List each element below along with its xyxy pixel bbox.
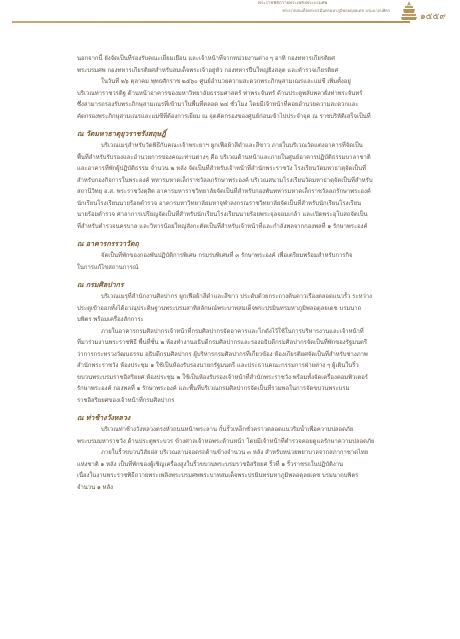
text-line: จำนวน ๑ หลัง [77, 484, 113, 491]
royal-crown-emblem-icon [398, 0, 420, 22]
text-line: สำนักพระราชวัง ห้องประชุม ๑ ใช้เป็นห้องรับรองนายกรัฐมนตรี และประธานคณะกรรมการฝ่ายต่าง ๆ ผู้เดินในริ้ว [77, 363, 359, 369]
text-line: เนื่องในงานพระราชพิธีถวายพระเพลิงพระบรมศพพระบาทสมเด็จพระปรมินทรมหาภูมิพลอดุลยเดช บรมนาถบพิตร [77, 473, 359, 479]
section-heading: ณ วัดมหาธาตุยุวราชรังสฤษฎิ์ [77, 130, 166, 138]
text-line: บพิตร พร้อมเครื่องสักการะ [77, 317, 144, 323]
paragraph [77, 54, 413, 77]
text-line: สำหรับกองกิจการในพระองค์ ทหารมหาดเล็กราชวัลลภรักษาพระองค์ บริเวณสนามโรงเรียนวัดมหาธาตุจัดเป็นที่สำหรับ [77, 177, 373, 184]
header-title-line2: พระบาทสมเด็จพระปรมินทรมหาภูมิพลอดุลยเดช บรมนาถบพิตร [282, 8, 390, 13]
text-line: บริเวณเมรุสำหรับวัดพิธีกับคณะเจ้าพระยาฯ ผูกเฟือผ้าสีดำและสีขาว ภายในบริเวณวัดแต่งอาคารที่จัดเป็น [101, 143, 363, 149]
page-number: ๑๕๕๙ [420, 12, 446, 22]
header-title-line1: พระราชพิธีถวายพระเพลิงพระบรมศพ [258, 1, 328, 6]
text-line: ภายในริ้วขบวนวิสัยอ่ส บริเวณลานจอดรถด้านข้างจำนวน ๓ หลัง สำหรับหน่วยพยาบาลจากสภากาชาดไทย [101, 450, 369, 456]
text-line: ภายในอาคารกรมศิลปากรเจ้าหน้าที่กรมศิลปากรจัดอาคารและโกดังไว้ใช้ในการบริหารงานและเจ้าหน้าที่ [101, 328, 364, 335]
section-paragraph [77, 292, 413, 407]
text-line: นายร้อยตำรวจ ศาลาการเปรียญจัดเป็นที่สำหรับนักเรียนโรงเรียนนายร้อยพระจุลจอมเกล้า และเปิดพระอุโบสถจัดเป็น [77, 212, 368, 218]
text-line: สถานีวิทยุ อ.ส. พระราชวังดุสิต อาคารมหาราชวิทยาลัยจัดเป็นที่สำหรับกองพันทหารมหาดเล็กราชวัลลภรักษาพระองค์ [77, 189, 371, 195]
text-line: นักเรียนโรงเรียนนายร้อยตำรวจ อาคารมหาวิทยาลัยมหาจุฬาลงกรณราชวิทยาลัยจัดเป็นที่สำหรับนักเรียนโรงเรียน [77, 200, 362, 207]
text-line: และอาคารที่พักผู้ปฏิบัติธรรม จำนวน ๒ หลัง จัดเป็นที่สำหรับเจ้าหน้าที่สำนักพระราชวัง โรงเรียนวัดมหาธาตุจัดเป็นที่ [77, 166, 367, 172]
text-line: บริเวณท่าช้างวังหลวงตรงหัวถนนหน้าพระลาน กั้นรั้วเหล็กชั่วคราวตลอดแนวริมน้ำเพื่อความปลอดภัย [101, 427, 354, 433]
header-rule [12, 21, 410, 23]
section-heading: ณ อาคารกรรวาวัดฤ [77, 240, 139, 248]
text-line: พื้นที่สำหรับรับรองและอำนวยการของคณะท่านต่างๆ คือ บริเวณด้านหน้าและภายในศูนย์อาคารปฏิบัติธรรมบาลาชาติ [77, 154, 371, 161]
text-line: ประตูเข้าออกทั้งได้อาณุประดิษฐานพระบรมสาทิสลักษณ์พระบาทสมเด็จพระปรมินทรมหาภูมิพลอดุลยเดช บรมนาถ [77, 305, 362, 312]
text-line: ว่าการกระทรวงวัฒนธรรม อธิบดีกรมศิลปากร ผู้บริหารกรมศิลปากรที่เกี่ยวข้อง ห้องเกียรติยศจัดเป็นที่สำหรับช่างภาพ [77, 351, 368, 358]
section-paragraph [77, 141, 413, 233]
text-line: แห่งชาติ ๑ หลัง เป็นที่พักของผู้เชิญเครื่องสูงในริ้วขบวนพระบรมราชอิสริยยศ ริ้วที่ ๑ ริ้วราชรถในปฏิบัติงาน [77, 461, 344, 468]
text-line: คัดกรองพระภิกษุสามเณรและแม่ชีที่ต้องการเยี่ยม ณ จุดคัดกรองของศูนย์ก่อนเข้าไปประจำจุด ณ ราชบริหัติเสร็จเป็นที่ [77, 113, 371, 120]
text-line: บริเวณท่าราชวรดิฐ ด้านหน้าอาคารของมหาวิทยาลัยธรรมศาสตร์ ท่าพระจันทร์ ด้านประตูพลับพลาฝั่งท่าพระจันทร์ [77, 90, 363, 97]
text-line: นอกจากนี้ ยังจัดเป็นที่รองรับคณะเยี่ยมเยือน และเจ้าหน้าที่จากหน่วยงานต่าง ๆ อาทิ กองทหารเกียรติยศ [77, 56, 335, 62]
text-line: ราชอิสริยยศของเจ้าหน้าที่กรมศิลปากร [77, 397, 175, 404]
section-paragraph [77, 425, 413, 494]
text-line: บริเวณเมรุที่สำนักงานศิลปากร ผูกเฟือผ้าสีดำและสีขาว ประดับด้วยกระถางต้นดาวเรืองตลอดแนวรั้ว ระหว่าง [101, 294, 372, 300]
page-header [0, 0, 460, 30]
paragraph [77, 77, 413, 123]
text-line: จัดเป็นที่พักของกองพันปฏิบัติการพิเศษ กรมรบพิเศษที่ ๓ รักษาพระองค์ เพื่อเตรียมพร้อมสำหรับการกิจ [101, 253, 353, 259]
text-line: ขบวนพระบรมราชอิสริยยศ ห้องประชุม ๒ ใช้เป็นห้องรับรองเจ้าหน้าที่สำนักพระราชวัง พร้อมทั้งจัดเครื่องคอมพิวเตอร์ [77, 374, 368, 381]
text-line: ในวันที่ ๒๖ ตุลาคม พุทธศักราช ๒๕๖๐ ศูนย์อำนวยความสะดวกพระภิกษุสามเณรและแม่ชี เพิ่มตั้งอยู่ [101, 79, 351, 85]
text-line: ซึ่งสามารถรองรับพระภิกษุสามเณรที่เข้ามาในพื้นที่ตลอด ๒๔ ชั่วโมง โดยมีเจ้าหน้าที่คอยอำนวยความสะดวกและ [77, 102, 359, 108]
section-heading: ณ ท่าช้างวังหลวง [77, 414, 131, 422]
text-line: รักษาพระองค์ กองพลที่ ๑ รักษาพระองค์ และพื้นที่บริเวณกรมศิลปากรจัดเป็นที่รวมพลในการจัดขบวนพระบรม [77, 386, 350, 392]
text-line: ในการแก้ไขสถานการณ์ [77, 264, 139, 271]
text-line: ที่มาร่วมงานพระราชพิธี พื้นที่ชั้น ๒ ห้องทำงานอธิบดีกรมศิลปากรและรองอธิบดีกรมศิลปากรจัดเป็นที่พักของรัฐมนตรี [77, 340, 367, 346]
section-paragraph [77, 251, 413, 274]
text-line: ที่สำหรับตำรวจนครบาล และวิหารน้อยใหญ่สังกะตัดเป็นที่สำหรับเจ้าหน้าที่และกำลังพลจากกองพลที่ ๑ รักษาพระองค์ [77, 223, 368, 230]
document-body [77, 54, 413, 494]
section-heading: ณ กรมศิลปากร [77, 281, 124, 289]
text-line: พระบรมศพ กองทหารเกียรติยศสำหรับสมเด็จพระเจ้าอยู่หัว กองทหารปืนใหญ่ยิงสลุต และตำรวจเกียรติยศ [77, 67, 339, 74]
text-line: พระบรมมหาราชวัง ด้านประตูพระบวร ข้างศาลเจ้าหอพระด้านหน้า โดยมีเจ้าหน้าที่ตำรวจคอยดูแลรักษาความปลอดภัย [77, 438, 375, 445]
